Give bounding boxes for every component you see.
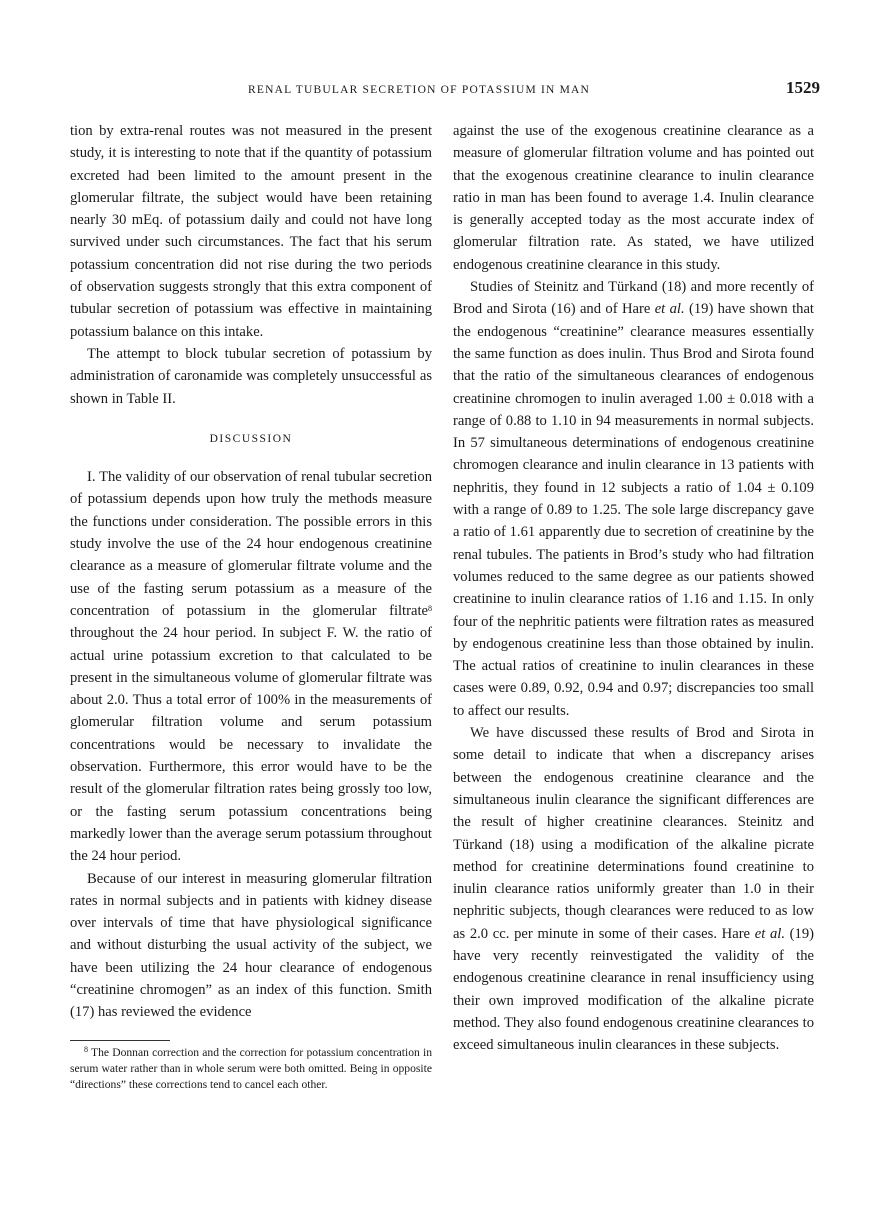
footnote-reference: 8 — [428, 603, 432, 613]
footnote-divider — [70, 1040, 170, 1041]
paragraph-text: (19) have very recently reinvestigated the validity of the endogenous creatinine clearance in renal insufficiency using their own improved modification of the alkaline picrate method. They also found endogenous creatinine clearances to exceed simultaneous inulin clearances in these subjects. — [453, 925, 814, 1054]
paragraph: against the use of the exogenous creatinine clearance as a measure of glomerular filtration volume and has pointed out that the exogenous creatinine clearance to inulin clearance ratio in man has been found to average 1.4. Inulin clearance is generally accepted today as the most accurate index of glomerular filtration rate. As stated, we have utilized endogenous creatinine clearance in this study. — [453, 123, 814, 273]
right-column — [453, 120, 814, 1056]
paragraph: tion by extra-renal routes was not measured in the present study, it is interesting to note that if the quantity of potassium excreted had been limited to the amount present in the glomerular filtrate, the subject would have been retaining nearly 30 mEq. of potassium daily and could not have long survived under such circumstances. The fact that his serum potassium concentration did not rise during the two periods of observation suggests strongly that this extra component of tubular secretion of potassium was effective in maintaining potassium balance on this intake. — [70, 123, 432, 340]
paragraph: Because of our interest in measuring glomerular filtration rates in normal subjects and in patients with kidney disease over intervals of time that have physiological significance and without disturbing the usual activity of the subject, we have been utilizing the 24 hour clearance of endogenous “creatinine chromogen” as an index of this function. Smith (17) has reviewed the evidence — [70, 870, 432, 1021]
running-title: RENAL TUBULAR SECRETION OF POTASSIUM IN MAN — [248, 84, 591, 96]
paragraph — [453, 722, 814, 1056]
paragraph — [453, 276, 814, 722]
paragraph: The attempt to block tubular secretion of potassium by administration of caronamide was completely unsuccessful as shown in Table II. — [70, 345, 432, 407]
footnote-text: The Donnan correction and the correction for potassium concentration in serum water rather than in whole serum were both omitted. Being in opposite “directions” these corrections tend to cancel each other. — [70, 1045, 432, 1091]
paragraph-text: (19) have shown that the endogenous “creatinine” clearance measures essentially the same function as does inulin. Thus Brod and Sirota found that the ratio of the simultaneous clearances of endogenous creatinine chromogen to inulin averaged 1.00 ± 0.018 with a range of 0.88 to 1.10 in 94 measurements in normal subjects. In 57 simultaneous determinations of endogenous creatinine chromogen clearance and inulin clearance in 13 patients with nephritis, they found in 12 subjects a ratio of 1.04 ± 0.109 with a range of 0.89 to 1.25. The sole large discrepancy gave a ratio of 1.61 apparently due to secretion of creatinine by the renal tubules. The patients in Brod’s study who had filtration volumes reduced to the same degree as our patients showed creatinine to inulin clearance ratios of 1.16 and 1.15. In only four of the nephritic patients were filtration rates as measured by endogenous creatinine less than those obtained by inulin. The actual ratios of creatinine to inulin clearances in these cases were 0.89, 0.92, 0.94 and 0.97; discrepancies too small to affect our results. — [453, 301, 814, 719]
section-heading: DISCUSSION — [209, 432, 293, 445]
italic-text: et al. — [654, 301, 685, 318]
left-column — [70, 120, 432, 1093]
paragraph — [70, 466, 432, 867]
footnote-mark: 8 — [84, 1044, 88, 1054]
page-number: 1529 — [786, 78, 820, 97]
paragraph-text: Studies of Steinitz and Türkand (18) and more recently of Brod and Sirota (16) and of Hare — [453, 279, 814, 318]
paragraph-text: We have discussed these results of Brod and Sirota in some detail to indicate that when a discrepancy arises between the endogenous creatinine clearance and the simultaneous inulin clearance the significant differences are the result of higher creatinine clearances. Steinitz and Türkand (18) using a modification of the alkaline picrate method for creatinine determinations found creatinine to inulin clearance ratios uniformly greater than 1.0 in their nephritic subjects, though clearances were reduced to as low as 2.0 cc. per minute in some of their cases. Hare — [453, 725, 814, 942]
paragraph-text: I. The validity of our observation of renal tubular secretion of potassium depends upon how truly the methods measure the functions under consideration. The possible errors in this study involve the use of the 24 hour endogenous creatinine clearance as a measure of glomerular filtrate volume and the use of the fasting serum potassium as a measure of the concentration of potassium in the glomerular filtrate — [70, 469, 432, 619]
footnote — [70, 1045, 432, 1093]
page-header — [58, 78, 820, 102]
italic-text: et al. — [754, 925, 785, 942]
paragraph-text: throughout the 24 hour period. In subject F. W. the ratio of actual urine potassium excretion to that calculated to be present in the simultaneous volume of glomerular filtrate was about 2.0. Thus a total error of 100% in the measurements of glomerular filtration volume and serum potassium concentrations would be necessary to invalidate the observation. Furthermore, this error would have to be the result of the glomerular filtration rates being grossly too low, or the fasting serum potassium concentrations being markedly lower than the average serum potassium throughout the 24 hour period. — [70, 625, 432, 865]
